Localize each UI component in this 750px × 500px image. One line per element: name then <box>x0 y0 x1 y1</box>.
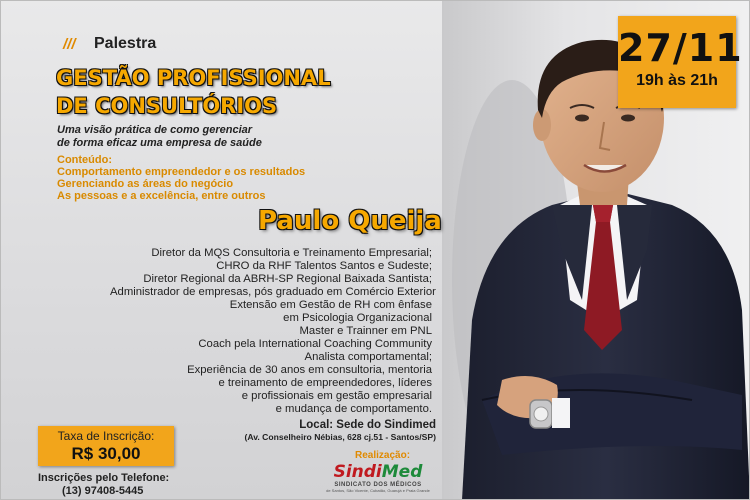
content-item: As pessoas e a excelência, entre outros <box>57 190 266 202</box>
bio-line: Experiência de 30 anos em consultoria, mentoria <box>187 364 432 376</box>
bio-line: em Psicologia Organizacional <box>283 312 432 324</box>
bio-line: e treinamento de empreendedores, líderes <box>218 377 432 389</box>
content-item: Gerenciando as áreas do negócio <box>57 178 234 190</box>
event-time: 19h às 21h <box>636 72 718 89</box>
bio-line: Extensão em Gestão de RH com ênfase <box>229 299 432 311</box>
location-address: (Av. Conselheiro Nébias, 628 cj.51 - Santos/SP) <box>244 432 436 442</box>
logo-region: de Santos, São Vicente, Cubatão, Guarujá e Praia Grande <box>326 488 430 493</box>
title-line-2: DE CONSULTÓRIOS <box>56 94 278 118</box>
bio-line: Analista comportamental; <box>304 351 432 363</box>
bio-line: CHRO da RHF Talentos Santos e Sudeste; <box>216 260 432 272</box>
bio-line: e mudança de comportamento. <box>275 403 432 415</box>
bio-line: Master e Trainner em PNL <box>299 325 432 337</box>
subtitle-line-1: Uma visão prática de como gerenciar <box>57 124 253 136</box>
logo-wordmark <box>326 463 430 481</box>
logo-subtitle: SINDICATO DOS MÉDICOS <box>334 482 422 488</box>
sindimed-logo <box>326 463 430 497</box>
registration-phone: (13) 97408-5445 <box>62 485 144 497</box>
subtitle-line-2: de forma eficaz uma empresa de saúde <box>57 137 262 149</box>
fee-label: Taxa de Inscrição: <box>57 429 155 443</box>
fee-value: R$ 30,00 <box>71 444 141 463</box>
organizer-label: Realização: <box>355 450 411 461</box>
registration-label: Inscrições pelo Telefone: <box>38 472 170 484</box>
event-date: 27/11 <box>618 26 743 70</box>
content-heading: Conteúdo: <box>57 154 112 166</box>
speaker-name: Paulo Queija <box>258 206 442 236</box>
date-badge <box>618 16 743 108</box>
logo-part-1: Sindi <box>333 462 382 482</box>
bio-line: Administrador de empresas, pós graduado em Comércio Exterior <box>110 286 436 298</box>
header-slashes: /// <box>63 36 76 53</box>
bio-line: e profissionais em gestão empresarial <box>241 390 432 402</box>
title-line-1: GESTÃO PROFISSIONAL <box>56 66 331 90</box>
logo-part-2: Med <box>381 462 423 482</box>
bio-line: Diretor Regional da ABRH-SP Regional Baixada Santista; <box>143 273 432 285</box>
fee-badge <box>38 426 174 466</box>
bio-line: Coach pela International Coaching Community <box>198 338 432 350</box>
content-item: Comportamento empreendedor e os resultados <box>57 166 306 178</box>
speaker-bio <box>110 247 436 416</box>
bio-line: Diretor da MQS Consultoria e Treinamento Empresarial; <box>151 247 432 259</box>
location-label: Local: Sede do Sindimed <box>299 419 436 431</box>
event-type-label: Palestra <box>94 35 157 52</box>
